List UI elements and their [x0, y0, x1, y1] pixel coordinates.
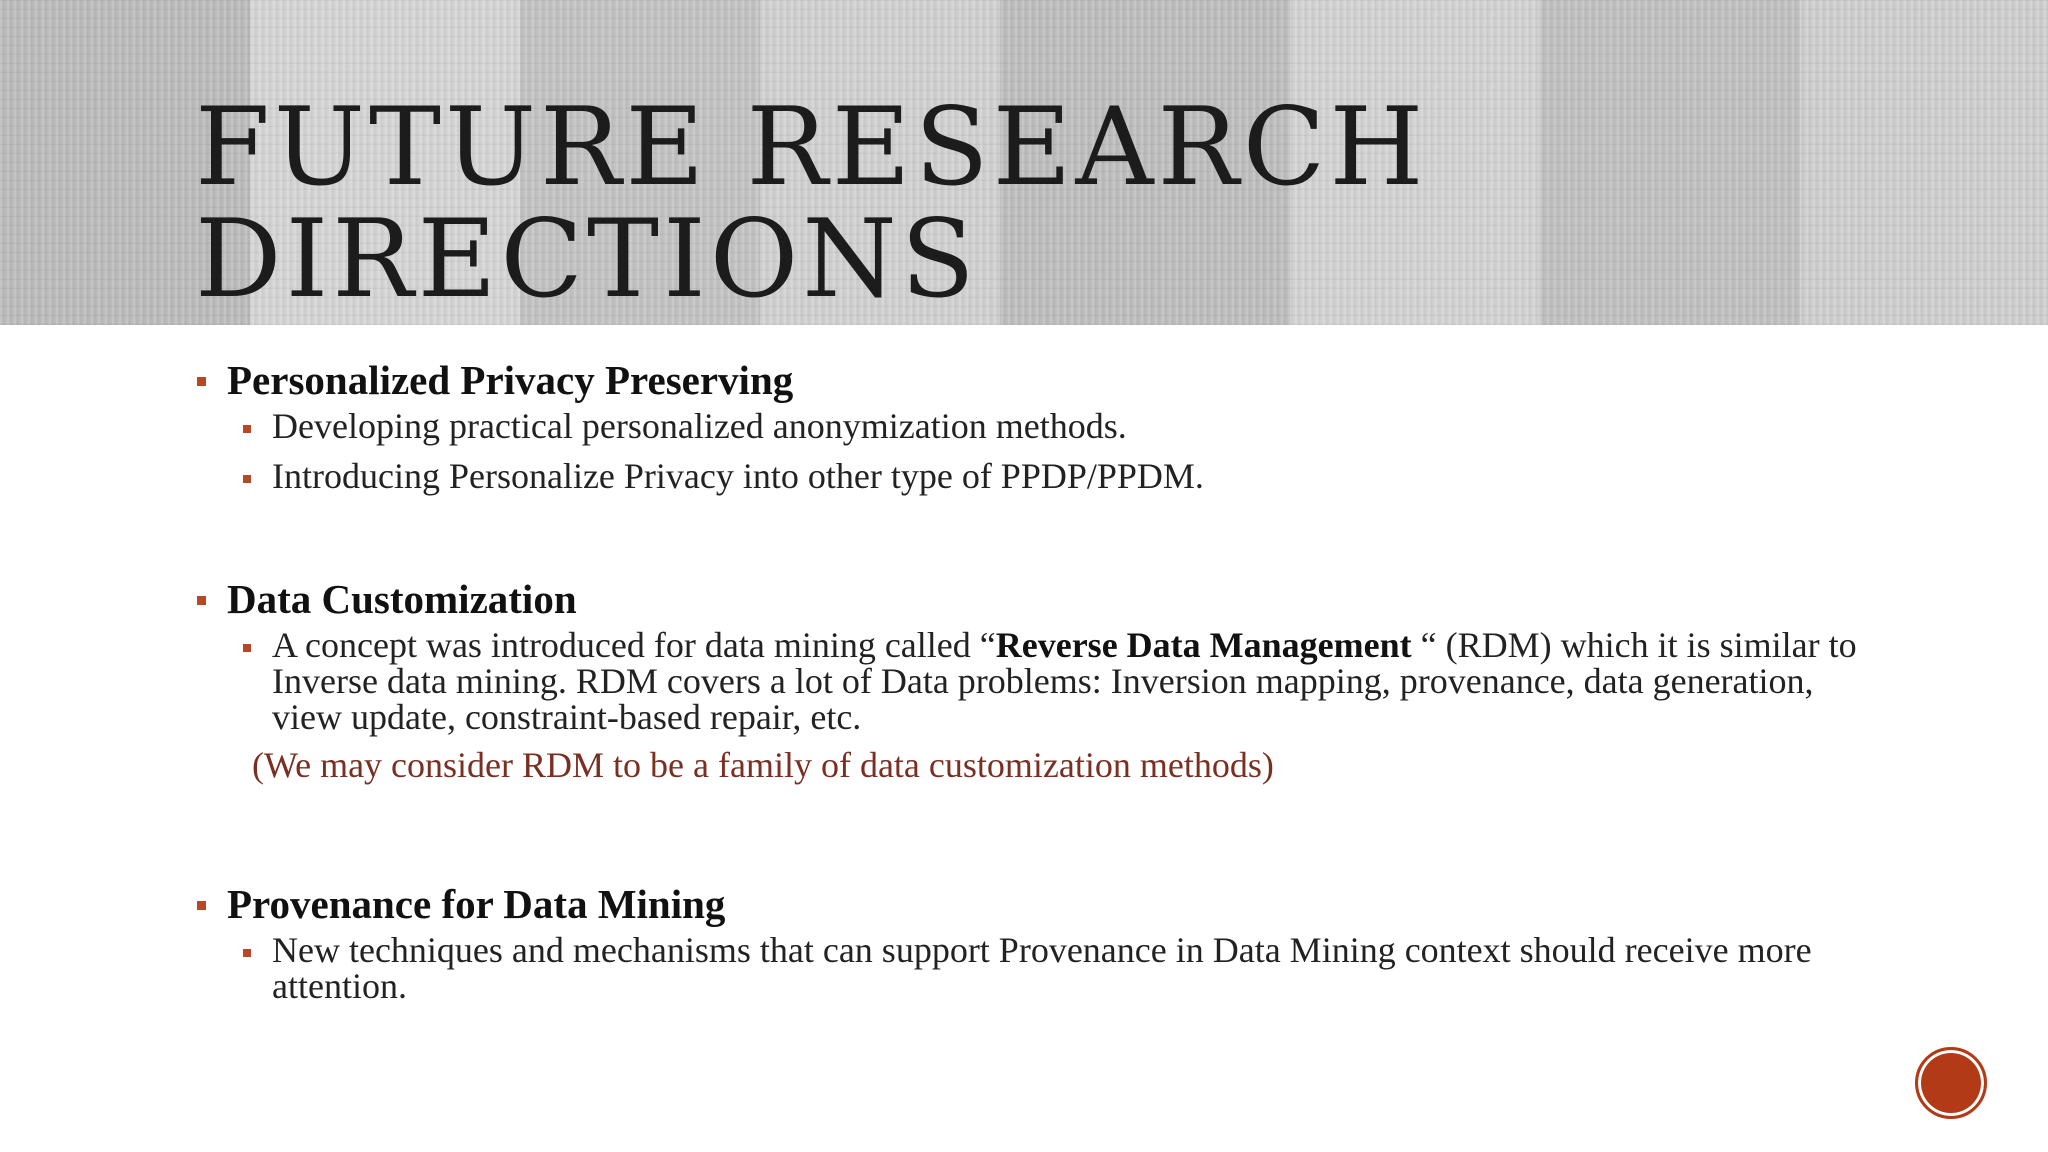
- bullet-level2: [195, 627, 1875, 735]
- bullet-text: Introducing Personalize Privacy into other type of PPDP/PPDM.: [272, 456, 1204, 496]
- square-bullet-icon: [243, 425, 251, 433]
- square-bullet-icon: [243, 949, 251, 957]
- section-heading: Personalized Privacy Preserving: [227, 357, 794, 403]
- square-bullet-icon: [197, 901, 206, 910]
- bold-term: Reverse Data Management: [995, 625, 1412, 665]
- section-data-customization: [195, 574, 1875, 787]
- square-bullet-icon: [197, 596, 206, 605]
- section-heading: Provenance for Data Mining: [227, 881, 726, 927]
- bullet-level2: [195, 408, 1875, 445]
- square-bullet-icon: [243, 644, 251, 652]
- bullet-text: New techniques and mechanisms that can support Provenance in Data Mining context should receive more attention.: [272, 930, 1812, 1006]
- section-provenance: [195, 879, 1875, 1004]
- bullet-text: Developing practical personalized anonymization methods.: [272, 406, 1127, 446]
- bullet-level2: [195, 932, 1875, 1004]
- slide-body: [195, 355, 1875, 1004]
- bullet-level1: [195, 879, 1875, 929]
- section-personalized-privacy: [195, 355, 1875, 495]
- rdm-note: (We may consider RDM to be a family of data customization methods): [252, 745, 1274, 785]
- bullet-level1: [195, 355, 1875, 405]
- bullet-text-part: “ (RDM) which it is similar to Inverse data mining. RDM covers a lot of Data problems: Inversion mapping, provenance, data generation, view update, constraint-based repair, etc.: [272, 625, 1857, 737]
- bullet-level1: [195, 574, 1875, 624]
- bullet-level2: [195, 458, 1875, 495]
- slide-title: FUTURE RESEARCH DIRECTIONS: [195, 85, 1428, 322]
- square-bullet-icon: [243, 475, 251, 483]
- bullet-text-part: A concept was introduced for data mining called “: [272, 625, 996, 665]
- slide-nav-button[interactable]: [1915, 1047, 1987, 1119]
- section-heading: Data Customization: [227, 576, 577, 622]
- square-bullet-icon: [197, 377, 206, 386]
